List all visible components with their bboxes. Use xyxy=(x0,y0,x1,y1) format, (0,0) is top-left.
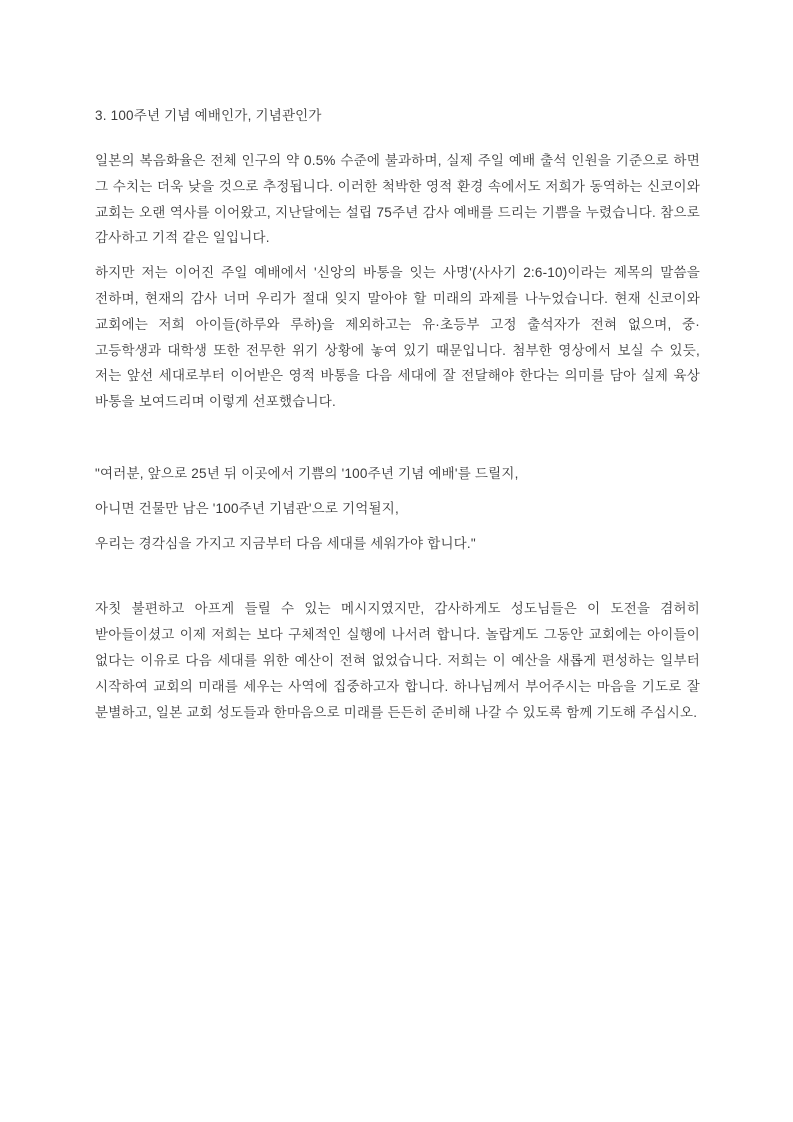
closing-paragraph: 자칫 불편하고 아프게 들릴 수 있는 메시지였지만, 감사하게도 성도님들은 이 도전을 겸허히 받아들이셨고 이제 저희는 보다 구체적인 실행에 나서려 합니다. 놀랍게도 그동안 교회에는 아이들이 없다는 이유로 다음 세대를 위한 예산이 전혀 없었습니다. 저희는 이 예산을 새롭게 편성하는 일부터 시작하여 교회의 미래를 세우는 사역에 집중하고자 합니다. 하나님께서 부어주시는 마음을 기도로 잘 분별하고, 일본 교회 성도들과 한마음으로 미래를 든든히 준비해 나갈 수 있도록 함께 기도해 주십시오. xyxy=(95,601,700,720)
section-heading: 3. 100주년 기념 예배인가, 기념관인가 xyxy=(95,108,322,123)
quote-line-2: 아니면 건물만 남은 '100주년 기념관'으로 기억될지, xyxy=(95,500,399,516)
quote-line-1: "여러분, 앞으로 25년 뒤 이곳에서 기쁨의 '100주년 기념 예배'를 드릴지, xyxy=(95,465,519,481)
body-paragraph-2: 하지만 저는 이어진 주일 예배에서 '신앙의 바통을 잇는 사명'(사사기 2:6-10)이라는 제목의 말씀을 전하며, 현재의 감사 너머 우리가 절대 잊지 말아야 할 미래의 과제를 나누었습니다. 현재 신코이와 교회에는 저희 아이들(하루와 루하)을 제외하고는 유·초등부 고정 출석자가 전혀 없으며, 중·고등학생과 대학생 또한 전무한 위기 상황에 놓여 있기 때문입니다. 첨부한 영상에서 보실 수 있듯, 저는 앞선 세대로부터 이어받은 영적 바통을 다음 세대에 잘 전달해야 한다는 의미를 담아 실제 육상 바통을 보여드리며 이렇게 선포했습니다. xyxy=(95,265,700,410)
body-paragraph-1: 일본의 복음화율은 전체 인구의 약 0.5% 수준에 불과하며, 실제 주일 예배 출석 인원을 기준으로 하면 그 수치는 더욱 낮을 것으로 추정됩니다. 이러한 척박한 영적 환경 속에서도 저희가 동역하는 신코이와 교회는 오랜 역사를 이어왔고, 지난달에는 설립 75주년 감사 예배를 드리는 기쁨을 누렸습니다. 참으로 감사하고 기적 같은 일입니다. xyxy=(95,153,700,246)
quote-line-3: 우리는 경각심을 가지고 지금부터 다음 세대를 세워가야 합니다." xyxy=(95,535,476,551)
quote-block xyxy=(95,461,700,556)
